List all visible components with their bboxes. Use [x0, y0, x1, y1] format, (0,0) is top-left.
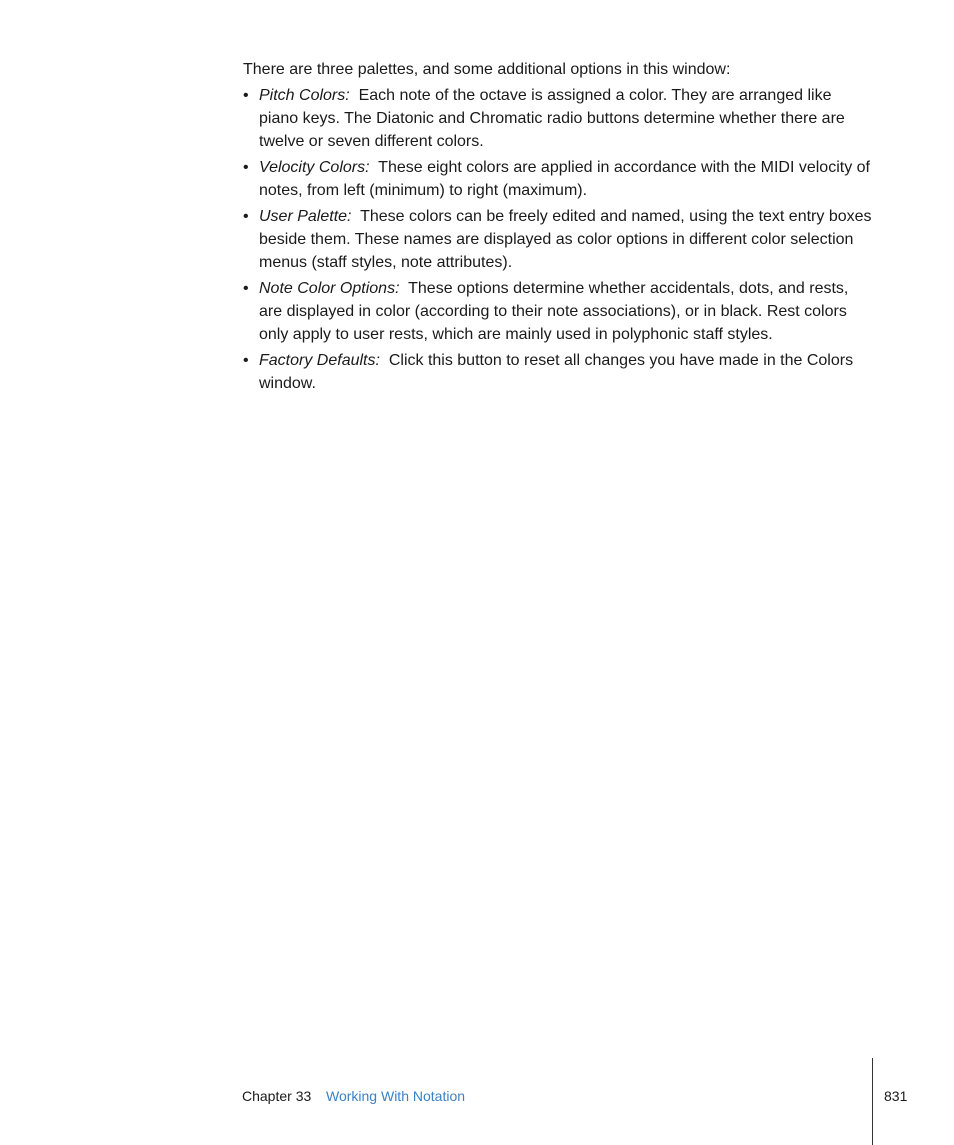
bullet-text: Click this button to reset all changes you have made in the Colors window.: [259, 352, 854, 392]
chapter-title-link[interactable]: Working With Notation: [326, 1088, 466, 1104]
page-footer: [0, 1088, 954, 1108]
bullet-icon: •: [243, 208, 249, 225]
bullet-term: Note Color Options:: [259, 280, 400, 297]
bullet-term: Factory Defaults:: [259, 352, 380, 369]
bullet-item-velocity-colors: [243, 156, 875, 202]
bullet-text: These colors can be freely edited and named, using the text entry boxes beside them. These names are displayed as color options in different color selection menus (staff styles, note attributes).: [259, 208, 872, 271]
page-content: [243, 58, 875, 398]
page-number: 831: [884, 1088, 908, 1104]
bullet-item-factory-defaults: [243, 349, 875, 395]
bullet-text: These options determine whether accidentals, dots, and rests, are displayed in color (according to their note associations), or in black. Rest colors only apply to user rests, which are mainly used in polyphonic staff styles.: [259, 280, 849, 343]
bullet-item-user-palette: [243, 205, 875, 274]
bullet-item-pitch-colors: [243, 84, 875, 153]
bullet-text: Each note of the octave is assigned a color. They are arranged like piano keys. The Diatonic and Chromatic radio buttons determine whether there are twelve or seven different colors.: [259, 87, 845, 150]
bullet-list: [243, 84, 875, 395]
chapter-label: Chapter 33: [242, 1088, 312, 1104]
bullet-icon: •: [243, 87, 249, 104]
bullet-item-note-color-options: [243, 277, 875, 346]
bullet-text: These eight colors are applied in accordance with the MIDI velocity of notes, from left (minimum) to right (maximum).: [259, 159, 870, 199]
bullet-term: Pitch Colors:: [259, 87, 350, 104]
bullet-icon: •: [243, 159, 249, 176]
intro-paragraph: There are three palettes, and some additional options in this window:: [243, 61, 731, 78]
bullet-icon: •: [243, 352, 249, 369]
bullet-term: Velocity Colors:: [259, 159, 370, 176]
bullet-term: User Palette:: [259, 208, 352, 225]
footer-divider: [872, 1058, 873, 1145]
bullet-icon: •: [243, 280, 249, 297]
